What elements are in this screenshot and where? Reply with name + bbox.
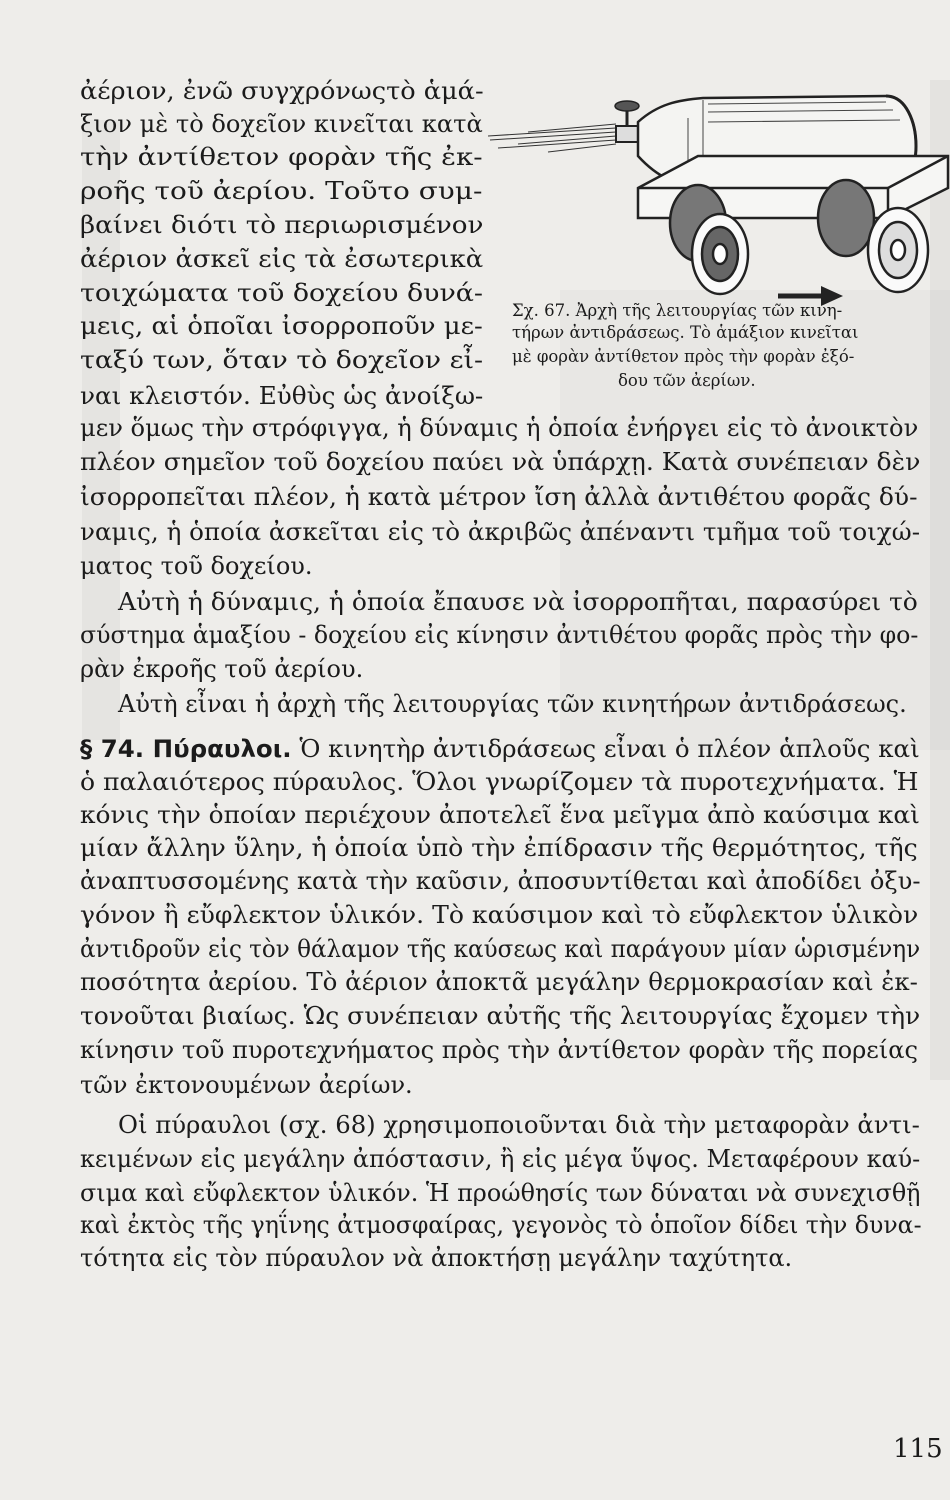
- text-line: Αὐτὴ εἶναι ἡ ἀρχὴ τῆς λειτουργίας τῶν κινητήρων ἀντιδράσεως.: [118, 690, 907, 718]
- text-line: σύστημα ἁμαξίου - δοχείου εἰς κίνησιν ἀντιθέτου φορᾶς πρὸς τὴν φο-: [80, 621, 919, 649]
- section-heading-line: [80, 734, 920, 764]
- text-line: ναμις, ἡ ὁποία ἀσκεῖται εἰς τὸ ἀκριβῶς ἀπέναντι τμῆμα τοῦ τοιχώ-: [80, 518, 921, 546]
- text-line: σιμα καὶ εὔφλεκτον ὑλικόν. Ἡ προώθησίς των δύναται νὰ συνεχισθῇ: [80, 1179, 921, 1207]
- heading-line-text: Ὁ κινητὴρ ἀντιδράσεως εἶναι ὁ πλέον ἁπλοῦς καὶ: [291, 735, 920, 763]
- text-line: καὶ ἐκτὸς τῆς γηΐνης ἀτμοσφαίρας, γεγονὸς τὸ ὁποῖον δίδει τὴν δυνα-: [80, 1211, 922, 1239]
- text-line: τονοῦται βιαίως. Ὡς συνέπειαν αὐτῆς τῆς λειτουργίας ἔχομεν τὴν: [80, 1002, 921, 1030]
- text-line: τότητα εἰς τὸν πύραυλον νὰ ἀποκτήσῃ μεγάλην ταχύτητα.: [80, 1244, 793, 1272]
- text-line: ροῆς τοῦ ἀερίου. Τοῦτο συμ-: [80, 177, 483, 205]
- text-line: μεν ὅμως τὴν στρόφιγγα, ἡ δύναμις ἡ ὁποία ἐνήργει εἰς τὸ ἀνοικτὸν: [80, 414, 919, 442]
- text-line: ματος τοῦ δοχείου.: [80, 552, 313, 580]
- text-line: ὁ παλαιότερος πύραυλος. Ὅλοι γνωρίζομεν τὰ πυροτεχνήματα. Ἡ: [80, 768, 919, 796]
- text-line: κίνησιν τοῦ πυροτεχνήματος πρὸς τὴν ἀντίθετον φορὰν τῆς πορείας: [80, 1036, 919, 1064]
- text-line: ἀναπτυσσομένης κατὰ τὴν καῦσιν, ἀποσυντίθεται καὶ ἀποδίδει ὀξυ-: [80, 867, 921, 895]
- section-heading: § 74. Πύραυλοι.: [80, 735, 292, 763]
- text-line: πλέον σημεῖον τοῦ δοχείου παύει νὰ ὑπάρχῃ. Κατὰ συνέπειαν δὲν: [80, 448, 921, 476]
- text-line: τὴν ἀντίθετον φορὰν τῆς ἐκ-: [80, 143, 483, 171]
- text-line: τῶν ἐκτονουμένων ἀερίων.: [80, 1071, 413, 1099]
- text-line: τοιχώματα τοῦ δοχείου δυνά-: [80, 279, 484, 307]
- gas-jet-lines: [488, 124, 616, 152]
- text-line: μίαν ἄλλην ὕλην, ἡ ὁποία ὑπὸ τὴν ἐπίδρασιν τῆς θερμότητος, τῆς: [80, 834, 918, 862]
- caption-line: Σχ. 67. Ἀρχὴ τῆς λειτουργίας τῶν κινη-: [512, 301, 843, 320]
- text-line: ἰσορροπεῖται πλέον, ἡ κατὰ μέτρον ἴση ἀλλὰ ἀντιθέτου φορᾶς δύ-: [80, 483, 918, 511]
- caption-line: τήρων ἀντιδράσεως. Τὸ ἁμάξιον κινεῖται: [512, 323, 859, 342]
- text-line: μεις, αἱ ὁποῖαι ἰσορροποῦν με-: [80, 312, 483, 340]
- text-line: ἀέριον ἀσκεῖ εἰς τὰ ἐσωτερικὰ: [80, 245, 484, 273]
- text-line: ξιον μὲ τὸ δοχεῖον κινεῖται κατὰ: [80, 110, 483, 138]
- text-line: Οἱ πύραυλοι (σχ. 68) χρησιμοποιοῦνται διὰ τὴν μεταφορὰν ἀντι-: [118, 1111, 920, 1139]
- valve-icon: [615, 101, 639, 142]
- text-line: γόνον ἢ εὔφλεκτον ὑλικόν. Τὸ καύσιμον καὶ τὸ εὔφλεκτον ὑλικὸν: [80, 901, 919, 929]
- text-line: ταξύ των, ὅταν τὸ δοχεῖον εἶ-: [80, 346, 484, 374]
- text-line: βαίνει διότι τὸ περιωρισμένον: [80, 211, 484, 239]
- text-line: κειμένων εἰς μεγάλην ἀπόστασιν, ἢ εἰς μέγα ὕψος. Μεταφέρουν καύ-: [80, 1145, 921, 1173]
- text-line: Αὐτὴ ἡ δύναμις, ἡ ὁποία ἔπαυσε νὰ ἰσορροπῆται, παρασύρει τὸ: [118, 588, 918, 616]
- caption-line: μὲ φορὰν ἀντίθετον πρὸς τὴν φορὰν ἐξό-: [512, 347, 855, 366]
- text-line: ποσότητα ἀερίου. Τὸ ἀέριον ἀποκτᾶ μεγάλην θερμοκρασίαν καὶ ἐκ-: [80, 968, 918, 996]
- text-line: ἀντιδροῦν εἰς τὸν θάλαμον τῆς καύσεως καὶ παράγουν μίαν ὡρισμένην: [80, 935, 921, 963]
- text-line: κόνις τὴν ὁποίαν περιέχουν ἀποτελεῖ ἕνα μεῖγμα ἀπὸ καύσιμα καὶ: [80, 801, 920, 829]
- page-number: 115: [893, 1434, 943, 1464]
- text-line: ἀέριον, ἐνῶ συγχρόνωςτὸ ἁμά-: [80, 77, 484, 105]
- text-line: ρὰν ἐκροῆς τοῦ ἀερίου.: [80, 655, 364, 683]
- text-line: ναι κλειστόν. Εὐθὺς ὡς ἀνοίξω-: [80, 382, 484, 410]
- caption-line: δου τῶν ἀερίων.: [618, 371, 756, 390]
- reaction-cart-illustration: [488, 78, 950, 308]
